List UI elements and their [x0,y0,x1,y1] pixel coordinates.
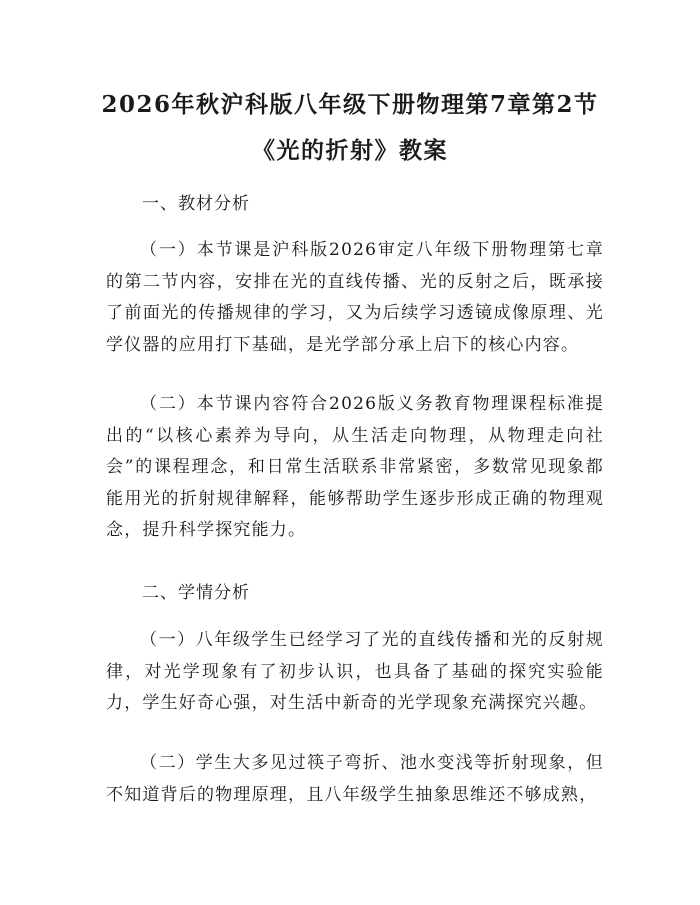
paragraph-learner-analysis-2: （二）学生大多见过筷子弯折、池水变浅等折射现象，但不知道背后的物理原理，且八年级学生抽象思维还不够成熟， [106,753,604,805]
paragraph-learner-analysis-1: （一）八年级学生已经学习了光的直线传播和光的反射规律，对光学现象有了初步认识，也具备了基础的探究实验能力，学生好奇心强，对生活中新奇的光学现象充满探究兴趣。 [106,630,604,713]
paragraph-textbook-analysis-2: （二）本节课内容符合2026版义务教育物理课程标准提出的“以核心素养为导向，从生活走向物理，从物理走向社会”的课程理念，和日常生活联系非常紧密，多数常见现象都能用光的折射规律解释，能够帮助学生逐步形成正确的物理观念，提升科学探究能力。 [106,394,604,540]
section-heading-textbook-analysis: 一、教材分析 [142,194,250,214]
section-heading-learner-analysis: 二、学情分析 [142,583,250,603]
paragraph-textbook-analysis-1: （一）本节课是沪科版2026审定八年级下册物理第七章的第二节内容，安排在光的直线传播、光的反射之后，既承接了前面光的传播规律的学习，又为后续学习透镜成像原理、光学仪器的应用打下基础，是光学部分承上启下的核心内容。 [106,240,604,355]
document-title: 2026年秋沪科版八年级下册物理第7章第2节《光的折射》教案 [101,91,599,164]
